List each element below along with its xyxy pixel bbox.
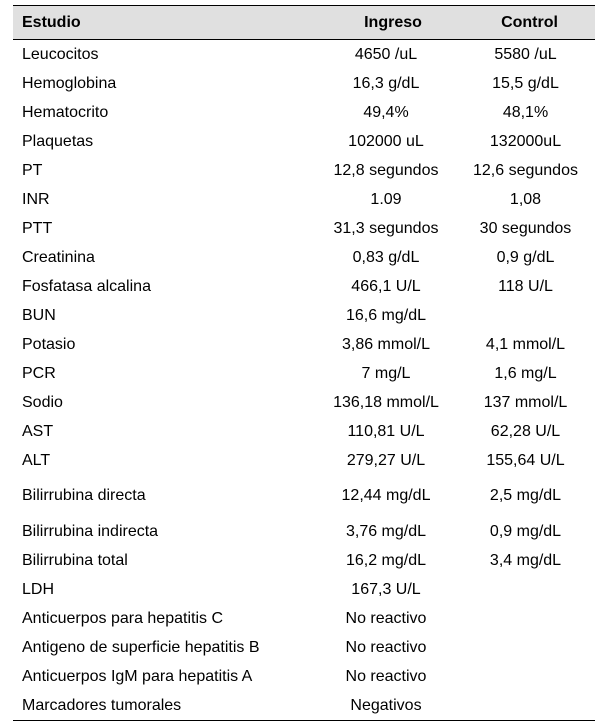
cell-estudio: Leucocitos — [22, 45, 99, 63]
table-row — [13, 359, 595, 388]
cell-ingreso: 3,76 mg/dL — [345, 522, 427, 540]
cell-control: 30 segundos — [479, 219, 572, 237]
table-row — [13, 156, 595, 185]
cell-control: 62,28 U/L — [490, 422, 561, 440]
cell-ingreso: No reactivo — [345, 609, 427, 627]
cell-ingreso: 167,3 U/L — [351, 580, 421, 598]
cell-control: 1,08 — [509, 190, 542, 208]
cell-estudio: Bilirrubina total — [22, 551, 128, 569]
cell-estudio: Hemoglobina — [22, 74, 117, 92]
cell-ingreso: 279,27 U/L — [346, 451, 426, 469]
table-row — [13, 40, 595, 69]
cell-ingreso: 110,81 U/L — [347, 422, 425, 440]
cell-ingreso: 466,1 U/L — [351, 277, 421, 295]
header-estudio: Estudio — [22, 13, 81, 31]
cell-estudio: LDH — [22, 580, 55, 598]
cell-estudio: Creatinina — [22, 248, 95, 266]
cell-estudio: Antigeno de superficie hepatitis B — [22, 638, 260, 656]
table-row — [13, 691, 595, 721]
cell-ingreso: 31,3 segundos — [333, 219, 439, 237]
cell-estudio: BUN — [22, 306, 56, 324]
table-row — [13, 69, 595, 98]
cell-ingreso: 49,4% — [363, 103, 409, 121]
cell-estudio: Anticuerpos IgM para hepatitis A — [22, 667, 253, 685]
cell-ingreso: 16,2 mg/dL — [345, 551, 427, 569]
cell-ingreso: Negativos — [350, 696, 422, 714]
table-row — [13, 330, 595, 359]
cell-control: 155,64 U/L — [486, 451, 565, 469]
cell-estudio: INR — [22, 190, 50, 208]
table-row — [13, 127, 595, 156]
cell-estudio: Anticuerpos para hepatitis C — [22, 609, 223, 627]
table-row — [13, 98, 595, 127]
cell-estudio: Marcadores tumorales — [22, 696, 182, 714]
cell-control: 0,9 mg/dL — [489, 522, 562, 540]
cell-estudio: PCR — [22, 364, 56, 382]
table-row — [13, 475, 595, 517]
cell-estudio: ALT — [22, 451, 51, 469]
cell-control: 132000uL — [489, 132, 562, 150]
table-row — [13, 662, 595, 691]
cell-control: 4,1 mmol/L — [485, 335, 566, 353]
cell-ingreso: 136,18 mmol/L — [333, 393, 439, 411]
cell-control: 118 U/L — [498, 277, 553, 295]
table-row — [13, 185, 595, 214]
cell-control: 12,6 segundos — [473, 161, 578, 179]
cell-ingreso: 4650 /uL — [354, 45, 418, 63]
cell-ingreso: 102000 uL — [348, 132, 424, 150]
cell-estudio: Bilirrubina indirecta — [22, 522, 159, 540]
cell-control: 48,1% — [502, 103, 549, 121]
cell-estudio: Bilirrubina directa — [22, 487, 146, 504]
cell-ingreso: 3,86 mmol/L — [341, 335, 431, 353]
cell-estudio: Hematocrito — [22, 103, 109, 121]
table-row — [13, 633, 595, 662]
cell-ingreso: No reactivo — [345, 667, 427, 685]
cell-ingreso: 1.09 — [370, 190, 402, 208]
header-control: Control — [501, 13, 558, 31]
cell-control: 0,9 g/dL — [496, 248, 555, 266]
table-header — [13, 5, 595, 40]
cell-ingreso: 12,8 segundos — [333, 161, 439, 179]
header-ingreso: Ingreso — [364, 13, 422, 31]
cell-control: 2,5 mg/dL — [489, 487, 562, 504]
cell-control: 15,5 g/dL — [492, 74, 559, 92]
cell-ingreso: 16,3 g/dL — [352, 74, 420, 92]
cell-ingreso: No reactivo — [345, 638, 427, 656]
cell-estudio: Potasio — [22, 335, 76, 353]
table-row — [13, 446, 595, 475]
table-row — [13, 272, 595, 301]
cell-ingreso: 0,83 g/dL — [352, 248, 420, 266]
cell-ingreso: 7 mg/L — [361, 364, 411, 382]
table-row — [13, 604, 595, 633]
table-row — [13, 417, 595, 446]
table-row — [13, 214, 595, 243]
table-row — [13, 546, 595, 575]
cell-estudio: Sodio — [22, 393, 63, 411]
table-row — [13, 517, 595, 546]
cell-control: 137 mmol/L — [483, 393, 568, 411]
cell-estudio: Plaquetas — [22, 132, 94, 150]
cell-estudio: PTT — [22, 219, 53, 237]
cell-estudio: Fosfatasa alcalina — [22, 277, 151, 295]
cell-estudio: PT — [22, 161, 43, 179]
cell-ingreso: 12,44 mg/dL — [341, 487, 431, 504]
cell-control: 1,6 mg/L — [494, 364, 557, 382]
cell-estudio: AST — [22, 422, 54, 440]
cell-ingreso: 16,6 mg/dL — [345, 306, 427, 324]
cell-control: 3,4 mg/dL — [489, 551, 562, 569]
table-row — [13, 575, 595, 604]
lab-results-table — [13, 5, 595, 721]
cell-control: 5580 /uL — [494, 45, 557, 63]
table-row — [13, 243, 595, 272]
table-row — [13, 388, 595, 417]
table-row — [13, 301, 595, 330]
